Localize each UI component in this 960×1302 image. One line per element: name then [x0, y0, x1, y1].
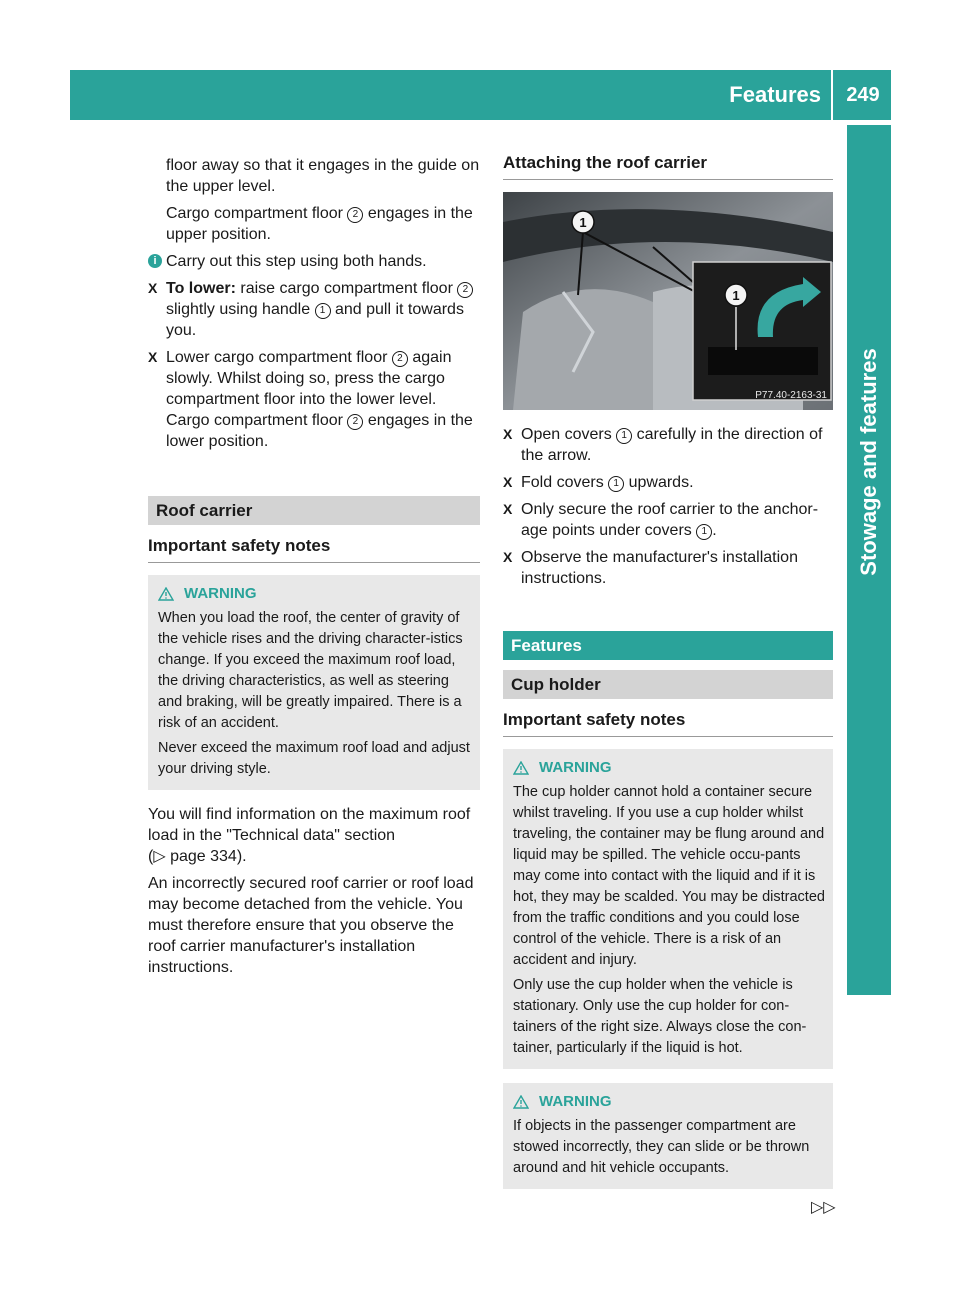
- info-icon: i: [148, 254, 162, 268]
- warning-triangle-icon: [513, 761, 529, 775]
- section-heading-features: Features: [503, 631, 833, 660]
- warning-text: Only use the cup holder when the vehicle is stationary. Only use the cup holder for con-tainers of the right size. Always close the con-tainer, particularly if the liquid is hot.: [513, 977, 807, 1056]
- header-title: Features: [729, 82, 821, 107]
- chapter-label: Stowage and features: [856, 348, 881, 576]
- info-text: Carry out this step using both hands.: [166, 253, 427, 270]
- right-column: [503, 152, 833, 1203]
- callout-number: 2: [347, 207, 363, 223]
- svg-text:1: 1: [579, 215, 587, 230]
- paragraph: An incorrectly secured roof carrier or roof load may become detached from the vehicle. You must therefore ensure that you observe the roof carrier manufacturer's installation instructions.: [148, 875, 474, 976]
- warning-triangle-icon: [513, 1095, 529, 1109]
- callout-number: 2: [347, 414, 363, 430]
- heading-attaching-roof-carrier: Attaching the roof carrier: [503, 152, 833, 180]
- warning-header: WARNING: [158, 583, 472, 604]
- warning-box: [148, 575, 480, 790]
- warning-text: The cup holder cannot hold a container secure whilst traveling. If you use a cup holder whilst traveling, the container may be flung around and liquid may be spilled. The vehicle occu-pants may come into contact with the liquid and if it is hot, they may be scalded. You may be distracted from the traffic conditions and you could lose control of the vehicle. There is a risk of an accident and injury.: [513, 784, 825, 968]
- car-interior-photo: [503, 192, 833, 410]
- subheading-safety-notes: Important safety notes: [148, 525, 480, 563]
- warning-header: WARNING: [513, 1091, 825, 1112]
- step-arrow-icon: X: [503, 501, 513, 517]
- step-item: X Lower cargo compartment floor 2 again slowly. Whilst doing so, press the cargo compartment floor into the lower level. Cargo compartment floor 2 engages in the lower position.: [148, 349, 473, 450]
- page-header: [70, 70, 891, 120]
- paragraph: Cargo compartment floor 2 engages in the upper position.: [166, 205, 473, 243]
- svg-text:1: 1: [732, 288, 740, 303]
- callout-number: 1: [696, 524, 712, 540]
- warning-text: Never exceed the maximum roof load and adjust your driving style.: [158, 740, 470, 777]
- warning-triangle-icon: [158, 587, 174, 601]
- warning-text: When you load the roof, the center of gravity of the vehicle rises and the driving character-istics change. If you exceed the maximum roof load, the driving characteristics, as well as steering and braking, will be greatly impaired. There is a risk of an accident.: [158, 610, 463, 731]
- paragraph: floor away so that it engages in the guide on the upper level.: [166, 157, 480, 195]
- step-arrow-icon: X: [503, 474, 513, 490]
- step-arrow-icon: X: [148, 349, 158, 365]
- header-divider: [831, 70, 833, 120]
- continue-arrow-icon: ▷▷: [811, 1199, 836, 1216]
- step-item: X Fold covers 1 upwards.: [503, 474, 694, 491]
- callout-number: 1: [616, 428, 632, 444]
- chapter-tab: [847, 125, 891, 995]
- page-number: 249: [846, 84, 880, 106]
- step-arrow-icon: X: [503, 549, 513, 565]
- left-column: [148, 155, 480, 984]
- info-note: [148, 251, 480, 272]
- step-item: X To lower: raise cargo compartment floor 2 slightly using handle 1 and pull it towards you.: [148, 278, 480, 341]
- warning-header: WARNING: [513, 757, 825, 778]
- section-heading-roof-carrier: Roof carrier: [148, 496, 480, 525]
- callout-number: 1: [608, 476, 624, 492]
- step-item: X Open covers 1 carefully in the direction of the arrow.: [503, 426, 823, 464]
- figure-code: P77.40-2163-31: [755, 390, 827, 401]
- section-heading-cup-holder: Cup holder: [503, 670, 833, 699]
- subheading-safety-notes: Important safety notes: [503, 699, 833, 737]
- step-item: X Only secure the roof carrier to the anchor-age points under covers 1 .: [503, 501, 819, 539]
- callout-number: 1: [315, 303, 331, 319]
- callout-number: 2: [457, 282, 473, 298]
- callout-number: 2: [392, 351, 408, 367]
- roof-carrier-illustration: [503, 192, 833, 410]
- warning-box: [503, 1083, 833, 1189]
- warning-box: [503, 749, 833, 1069]
- step-item: X Observe the manufacturer's installation instructions.: [503, 549, 798, 587]
- step-arrow-icon: X: [503, 426, 513, 442]
- warning-text: If objects in the passenger compartment are stowed incorrectly, they can slide or be thrown around and hit vehicle occupants.: [513, 1118, 810, 1176]
- paragraph: You will find information on the maximum roof load in the "Technical data" section: [148, 806, 471, 844]
- step-arrow-icon: X: [148, 280, 158, 296]
- page-reference[interactable]: (▷ page 334).: [148, 848, 247, 865]
